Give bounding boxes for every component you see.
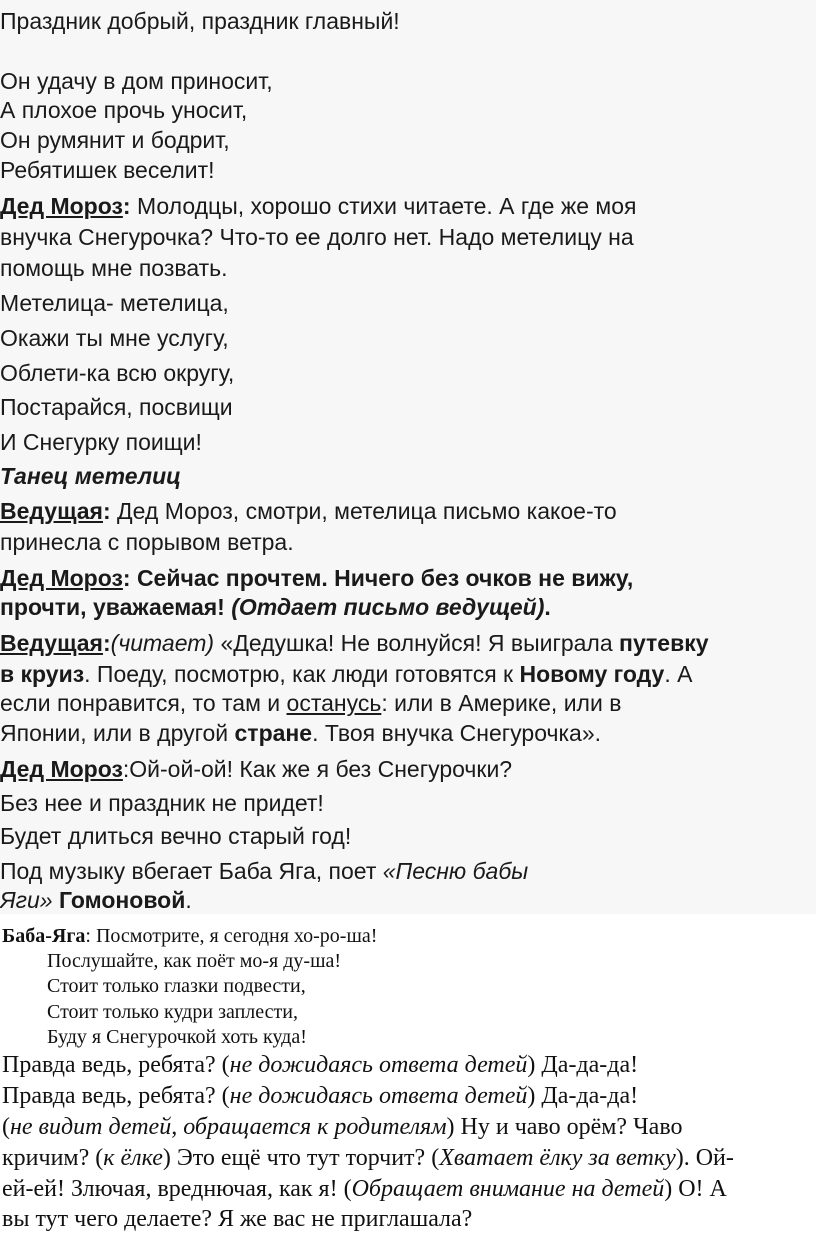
speaker-host: Ведущая: [0, 630, 103, 656]
intro-line-3: А плохое прочь уносит,: [0, 97, 248, 123]
baba-yaga-line-5: Буду я Снегурочкой хоть куда!: [47, 1026, 307, 1048]
speaker-ded-moroz: Дед Мороз: [0, 565, 123, 591]
ded-moroz-line-3: помощь мне позвать.: [0, 255, 228, 281]
poem-line-1: Метелица- метелица,: [0, 290, 229, 316]
ded-moroz-line-1: Дед Мороз: Молодцы, хорошо стихи читаете. А где же моя: [0, 193, 637, 219]
host-line-1: Ведущая: Дед Мороз, смотри, метелица письмо какое-то: [0, 498, 617, 524]
host2-line-3: если понравится, то там и останусь: или в Америке, или в: [0, 690, 622, 716]
tail-line-5: ей-ей! Злючая, вреднючая, как я! (Обращает внимание на детей) О! А: [2, 1176, 727, 1202]
intro-line-2: Он удачу в дом приносит,: [0, 68, 273, 94]
poem-line-4: Постарайся, посвищи: [0, 394, 233, 420]
dance-heading: Танец метелиц: [0, 463, 182, 489]
tail-line-2: Правда ведь, ребята? (не дожидаясь ответа детей) Да-да-да!: [2, 1083, 639, 1109]
host2-line-1: Ведущая:(читает) «Дедушка! Не волнуйся! Я выиграла путевку: [0, 630, 709, 656]
ded-moroz2-line-1: Дед Мороз: Сейчас прочтем. Ничего без очков не вижу,: [0, 565, 634, 591]
ded-moroz2-line-2: прочти, уважаемая! (Отдает письмо ведущей).: [0, 594, 551, 620]
music-line-2: Яги» Гомоновой.: [0, 887, 192, 913]
intro-line-5: Ребятишек веселит!: [0, 157, 215, 183]
baba-yaga-line-3: Стоит только глазки подвести,: [47, 975, 306, 997]
poem-line-5: И Снегурку поищи!: [0, 429, 202, 455]
host2-line-2: в круиз. Поеду, посмотрю, как люди готовятся к Новому году. А: [0, 661, 693, 687]
intro-line-1: Праздник добрый, праздник главный!: [0, 8, 400, 34]
speaker-ded-moroz: Дед Мороз: [0, 756, 123, 782]
poem-line-2: Окажи ты мне услугу,: [0, 325, 229, 351]
music-line-1: Под музыку вбегает Баба Яга, поет «Песню бабы: [0, 858, 529, 884]
baba-yaga-line-1: Баба-Яга: Посмотрите, я сегодня хо-ро-ша!: [2, 925, 378, 947]
ded-moroz-line-2: внучка Снегурочка? Что-то ее долго нет. Надо метелицу на: [0, 224, 634, 250]
tail-line-4: кричим? (к ёлке) Это ещё что тут торчит? (Хватает ёлку за ветку). Ой-: [2, 1145, 734, 1171]
host-line-2: принесла с порывом ветра.: [0, 529, 294, 555]
tail-line-3: (не видит детей, обращается к родителям) Ну и чаво орём? Чаво: [2, 1114, 683, 1140]
ded-moroz3-line-3: Будет длиться вечно старый год!: [0, 823, 352, 849]
baba-yaga-line-4: Стоит только кудри заплести,: [47, 1001, 298, 1023]
speaker-baba-yaga: Баба-Яга: [2, 925, 86, 947]
poem-line-3: Облети-ка всю округу,: [0, 360, 235, 386]
tail-line-6: вы тут чего делаете? Я же вас не приглашала?: [2, 1206, 473, 1232]
ded-moroz3-line-1: Дед Мороз:Ой-ой-ой! Как же я без Снегурочки?: [0, 756, 513, 782]
intro-line-4: Он румянит и бодрит,: [0, 127, 230, 153]
speaker-host: Ведущая: [0, 498, 103, 524]
speaker-ded-moroz: Дед Мороз: [0, 193, 123, 219]
ded-moroz3-line-2: Без нее и праздник не придет!: [0, 790, 324, 816]
baba-yaga-line-2: Послушайте, как поёт мо-я ду-ша!: [47, 950, 342, 972]
tail-line-1: Правда ведь, ребята? (не дожидаясь ответа детей) Да-да-да!: [2, 1052, 639, 1078]
host2-line-4: Японии, или в другой стране. Твоя внучка Снегурочка».: [0, 720, 602, 746]
